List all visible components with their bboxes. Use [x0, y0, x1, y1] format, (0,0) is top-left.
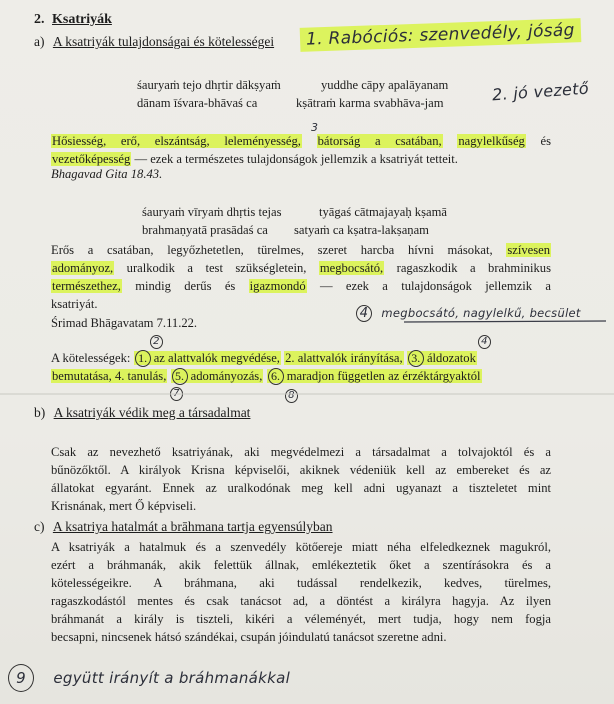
paragraph-2-line-2: adományoz, uralkodik a test szükségletein, megbocsátó, ragaszkodik a brahminikus	[52, 261, 551, 275]
duty-1: 1. az alattvalók megvédése,	[134, 351, 281, 365]
verse2-line1-left: śauryaṁ vīryaṁ dhṛtis tejas	[142, 205, 282, 219]
subsection-a-heading	[34, 34, 274, 50]
verse1-line2-left: dānam īśvara-bhāvaś ca	[137, 96, 258, 110]
verse2-line1-right: tyāgaś cātmajayaḥ kṣamā	[319, 205, 447, 219]
subsection-c-heading	[34, 519, 333, 535]
duty-3-cont-4: bemutatása, 4. tanulás,	[52, 369, 167, 383]
c-line-3: kötelességeikre. A bráhmana, aki tudással rendelkezik, kedves, türelmes,	[51, 576, 551, 590]
circled-number-4: 4	[356, 305, 372, 322]
verse1-line1-right: yuddhe cāpy apalāyanam	[321, 78, 449, 92]
paragraph-1-line-1: Hősiesség, erő, elszántság, leleményesség, bátorság a csatában, nagylelkűség és	[52, 134, 551, 148]
verse2-line2-left: brahmaṇyatā prasādaś ca	[142, 223, 268, 237]
subsection-c-body	[51, 538, 551, 646]
c-line-6: becsapni, nincsenek hátsó szándékai, csupán jóindulatú tanácsot szeretne adni.	[51, 630, 447, 644]
highlight-truthful: igazmondó	[249, 279, 306, 293]
duty-2: 2. alattvalók irányítása,	[285, 351, 403, 365]
highlight-forgiving: megbocsátó,	[319, 261, 384, 275]
source-srimad-bhagavatam: Śrimad Bhāgavatam 7.11.22.	[51, 316, 198, 330]
subsection-b-body	[51, 443, 551, 515]
highlight-willing: szívesen	[507, 243, 550, 257]
verse1-line2-right: kṣātraṁ karma svabhāva-jam	[296, 96, 444, 110]
subsection-a-title: A ksatriyák tulajdonságai és kötelességei	[52, 34, 275, 49]
handwritten-circle-8: 8	[285, 389, 298, 403]
paragraph-2-line-3: természethez, mindig derűs és igazmondó — ezek a tulajdonságok jellemzik a	[52, 279, 551, 293]
duty-6: 6. maradjon független az érzéktárgyaktól	[267, 369, 482, 383]
b-line-1: Csak az nevezhető ksatriyának, aki megvédelmezi a társadalmat a tolvajoktól és a	[51, 445, 551, 459]
c-line-4: ragaszkodástól mentes és csak tanácsot ad, a döntést a királyra hagyja. Az ilyen	[51, 594, 551, 608]
handwritten-note-1: 1. Rabóciós: szenvedély, jóság	[300, 18, 581, 52]
handwritten-note-9	[8, 664, 290, 692]
verse1-line1-left: śauryaṁ tejo dhṛtir dākṣyaṁ	[137, 78, 281, 92]
circled-number-9: 9	[8, 664, 34, 692]
paragraph-1	[51, 132, 551, 168]
duties-line-2	[51, 367, 551, 385]
paragraph-1-line-2: vezetőképesség — ezek a természetes tulajdonságok jellemzik a ksatriyát tetteit.	[52, 152, 458, 166]
subsection-c-label: c)	[34, 519, 45, 534]
highlight-leadership: vezetőképesség	[52, 152, 131, 166]
highlight-qualities: Hősiesség, erő, elszántság, leleményesség,	[52, 134, 301, 148]
b-line-2: bűnözőktől. A királyok Krisna képviselői, akiknek védeniük kell az embereket és az	[51, 463, 551, 477]
duties-list	[51, 349, 551, 385]
c-line-5: bráhmanát a király is tiszteli, kikéri a véleményét, mert tudja, hogy nem fogja	[51, 612, 551, 626]
c-line-2: ezért a bráhmanák, akik felettük állnak, emlékeztetik őket a szentírásokra és a	[51, 558, 551, 572]
section-title: Ksatriyák	[52, 12, 112, 27]
highlight-bravery: bátorság a csatában,	[317, 134, 442, 148]
duties-intro: A kötelességek:	[51, 351, 131, 365]
highlight-nature: természethez,	[52, 279, 121, 293]
section-number: 2.	[34, 12, 45, 27]
handwritten-note-4-text: megbocsátó, nagylelkű, becsület	[381, 306, 581, 320]
b-line-4: Krisnának, mert Ő képviseli.	[51, 499, 197, 513]
subsection-a-label: a)	[34, 34, 45, 49]
handwritten-circle-2: 2	[150, 335, 163, 349]
handwritten-note-4	[356, 302, 581, 322]
subsection-b-heading	[34, 405, 250, 421]
b-line-3: állatokat egyaránt. Ennek az uralkodónak meg kell adni ugyanazt a tiszteletet mint	[51, 481, 551, 495]
duty-5: 5. adományozás,	[171, 369, 264, 383]
handwritten-note-3: 3	[311, 121, 319, 134]
section-heading	[34, 12, 112, 28]
paragraph-2-line-1: Erős a csatában, legyőzhetetlen, türelmes, szeret harcba hívni másokat, szívesen	[51, 243, 550, 257]
source-bhagavad-gita: Bhagavad Gita 18.43.	[51, 167, 163, 181]
subsection-b-title: A ksatriyák védik meg a társadalmat	[53, 405, 251, 420]
handwritten-circle-7: 7	[170, 387, 183, 401]
subsection-b-label: b)	[34, 405, 46, 420]
duty-3: 3. áldozatok	[407, 351, 477, 365]
verse2-line2-right: satyaṁ ca kṣatra-lakṣaṇam	[294, 223, 429, 237]
highlight-donating: adományoz,	[52, 261, 114, 275]
highlight-generosity: nagylelkűség	[458, 134, 525, 148]
handwritten-note-2: 2. jó vezető	[491, 78, 590, 105]
duties-line-1	[51, 349, 551, 367]
handwritten-note-9-text: együtt irányít a bráhmanákkal	[53, 669, 291, 687]
handwritten-circle-4: 4	[478, 335, 491, 349]
subsection-c-title: A ksatriya hatalmát a brāhmana tartja egyensúlyban	[52, 519, 333, 534]
paragraph-2-line-4: ksatriyát.	[51, 297, 98, 311]
c-line-1: A ksatriyák a hatalmuk és a szenvedély kötőereje miatt néha elfeledkeznek magukról,	[51, 540, 551, 554]
